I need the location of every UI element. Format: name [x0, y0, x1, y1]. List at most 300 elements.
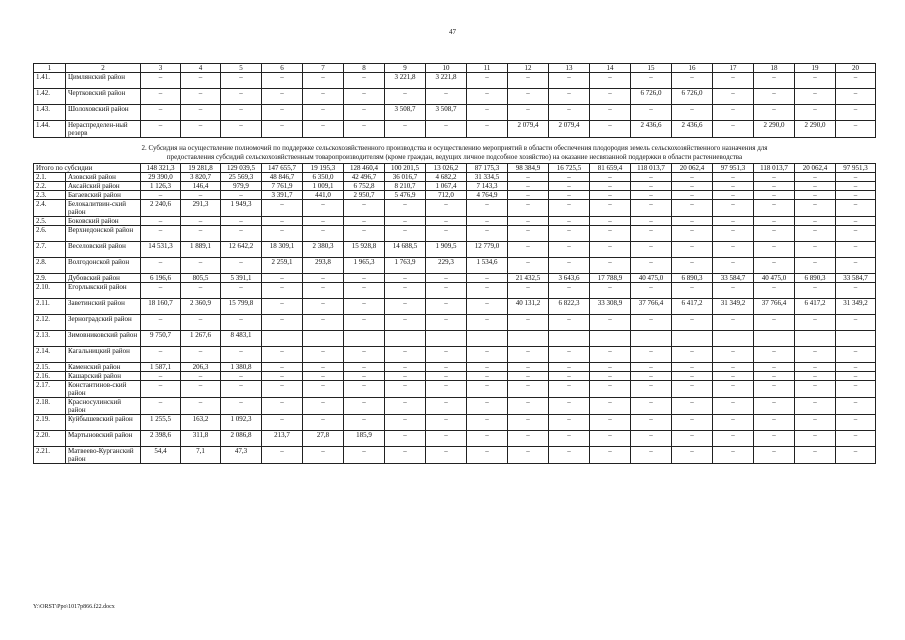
district-name: Белокалитвин-ский район — [66, 200, 141, 217]
value-cell: 6 890,3 — [672, 274, 713, 283]
value-cell: – — [754, 398, 795, 415]
value-cell: – — [672, 283, 713, 299]
value-cell: – — [713, 121, 754, 138]
row-number: 2.9. — [34, 274, 66, 283]
district-name: Аксайский район — [66, 182, 141, 191]
value-cell: 2 380,3 — [303, 242, 344, 258]
value-cell: – — [754, 217, 795, 226]
value-cell: – — [713, 200, 754, 217]
value-cell: – — [631, 191, 672, 200]
column-header: 7 — [303, 64, 344, 73]
value-cell: – — [631, 347, 672, 363]
value-cell — [836, 331, 876, 347]
value-cell: – — [549, 363, 590, 372]
district-name: Дубовский район — [66, 274, 141, 283]
value-cell: – — [385, 447, 426, 464]
value-cell: 213,7 — [262, 431, 303, 447]
value-cell: – — [467, 89, 508, 105]
value-cell: – — [672, 415, 713, 431]
table-row — [34, 173, 876, 182]
value-cell: – — [754, 431, 795, 447]
value-cell: – — [795, 89, 836, 105]
table-row — [34, 200, 876, 217]
value-cell: – — [713, 363, 754, 372]
value-cell: – — [385, 398, 426, 415]
value-cell: – — [754, 226, 795, 242]
value-cell: – — [141, 105, 181, 121]
value-cell: – — [631, 381, 672, 398]
value-cell: 1 380,8 — [221, 363, 262, 372]
district-name: Егорлыкский район — [66, 283, 141, 299]
value-cell: – — [221, 347, 262, 363]
value-cell: – — [262, 105, 303, 121]
table-row — [34, 381, 876, 398]
row-number: 2.11. — [34, 299, 66, 315]
row-number: 2.4. — [34, 200, 66, 217]
district-name: Матвеево-Курганский район — [66, 447, 141, 464]
value-cell: – — [754, 415, 795, 431]
value-cell: – — [713, 217, 754, 226]
value-cell: – — [344, 226, 385, 242]
value-cell: – — [549, 447, 590, 464]
table-row — [34, 315, 876, 331]
district-name: Волгодонской район — [66, 258, 141, 274]
value-cell: – — [713, 226, 754, 242]
value-cell: 21 432,5 — [508, 274, 549, 283]
value-cell: – — [426, 299, 467, 315]
value-cell: – — [303, 226, 344, 242]
total-value: 81 659,4 — [590, 164, 631, 173]
value-cell: – — [262, 363, 303, 372]
value-cell: – — [836, 173, 876, 182]
value-cell: 33 584,7 — [713, 274, 754, 283]
value-cell: – — [549, 182, 590, 191]
value-cell: – — [836, 200, 876, 217]
value-cell: – — [426, 381, 467, 398]
value-cell: – — [467, 415, 508, 431]
value-cell: – — [426, 283, 467, 299]
value-cell: – — [713, 242, 754, 258]
value-cell: – — [262, 73, 303, 89]
value-cell: – — [590, 105, 631, 121]
value-cell: – — [631, 283, 672, 299]
value-cell: – — [549, 242, 590, 258]
value-cell: – — [467, 347, 508, 363]
district-name: Кагальницкий район — [66, 347, 141, 363]
value-cell: – — [467, 226, 508, 242]
value-cell: 31 349,2 — [713, 299, 754, 315]
value-cell: 37 766,4 — [754, 299, 795, 315]
value-cell: – — [508, 381, 549, 398]
value-cell: – — [836, 381, 876, 398]
value-cell: – — [141, 191, 181, 200]
value-cell: – — [221, 217, 262, 226]
value-cell: – — [631, 226, 672, 242]
value-cell: – — [631, 105, 672, 121]
row-number: 2.19. — [34, 415, 66, 431]
value-cell: – — [549, 283, 590, 299]
total-value: 97 951,3 — [713, 164, 754, 173]
column-header: 18 — [754, 64, 795, 73]
value-cell: – — [508, 73, 549, 89]
total-value: 87 175,3 — [467, 164, 508, 173]
value-cell: – — [836, 89, 876, 105]
row-number: 2.15. — [34, 363, 66, 372]
value-cell: – — [672, 173, 713, 182]
value-cell: – — [549, 173, 590, 182]
value-cell: 441,0 — [303, 191, 344, 200]
value-cell: – — [836, 73, 876, 89]
value-cell: – — [467, 381, 508, 398]
value-cell: 48 846,7 — [262, 173, 303, 182]
total-value: 98 384,9 — [508, 164, 549, 173]
value-cell: – — [221, 89, 262, 105]
value-cell: – — [754, 258, 795, 274]
value-cell: – — [754, 105, 795, 121]
value-cell: – — [754, 191, 795, 200]
value-cell: 14 688,5 — [385, 242, 426, 258]
value-cell — [385, 331, 426, 347]
value-cell: – — [549, 200, 590, 217]
value-cell: – — [467, 372, 508, 381]
value-cell: – — [262, 274, 303, 283]
value-cell: – — [303, 398, 344, 415]
value-cell: – — [713, 415, 754, 431]
value-cell: – — [344, 415, 385, 431]
value-cell: – — [141, 89, 181, 105]
value-cell: – — [508, 258, 549, 274]
value-cell: – — [795, 226, 836, 242]
table-row — [34, 415, 876, 431]
row-number: 2.7. — [34, 242, 66, 258]
value-cell: 18 160,7 — [141, 299, 181, 315]
value-cell: – — [141, 73, 181, 89]
value-cell: – — [303, 200, 344, 217]
value-cell — [467, 331, 508, 347]
value-cell: – — [508, 315, 549, 331]
value-cell: – — [713, 173, 754, 182]
value-cell: – — [590, 315, 631, 331]
table-row — [34, 274, 876, 283]
value-cell: – — [713, 381, 754, 398]
column-header: 17 — [713, 64, 754, 73]
value-cell: – — [467, 274, 508, 283]
value-cell: – — [426, 89, 467, 105]
value-cell — [303, 331, 344, 347]
value-cell: 31 349,2 — [836, 299, 876, 315]
column-header: 20 — [836, 64, 876, 73]
value-cell: – — [590, 363, 631, 372]
value-cell: – — [181, 398, 221, 415]
value-cell: 146,4 — [181, 182, 221, 191]
value-cell — [713, 331, 754, 347]
value-cell: – — [590, 226, 631, 242]
value-cell: – — [795, 105, 836, 121]
value-cell: – — [141, 121, 181, 138]
value-cell: – — [754, 363, 795, 372]
value-cell: – — [795, 381, 836, 398]
value-cell: – — [344, 274, 385, 283]
value-cell: 12 642,2 — [221, 242, 262, 258]
value-cell: – — [221, 73, 262, 89]
value-cell: 979,9 — [221, 182, 262, 191]
value-cell: – — [631, 242, 672, 258]
table-row — [34, 363, 876, 372]
value-cell: – — [795, 200, 836, 217]
total-value: 13 026,2 — [426, 164, 467, 173]
value-cell: – — [508, 242, 549, 258]
table-row — [34, 182, 876, 191]
value-cell: – — [836, 105, 876, 121]
value-cell: – — [467, 105, 508, 121]
value-cell: 15 928,8 — [344, 242, 385, 258]
value-cell: – — [426, 415, 467, 431]
row-number: 2.5. — [34, 217, 66, 226]
value-cell: – — [181, 105, 221, 121]
total-value: 147 655,7 — [262, 164, 303, 173]
value-cell: – — [262, 121, 303, 138]
column-header: 2 — [66, 64, 141, 73]
row-number: 2.3. — [34, 191, 66, 200]
column-number-row — [34, 64, 876, 73]
table-row — [34, 431, 876, 447]
row-number: 1.44. — [34, 121, 66, 138]
value-cell: 3 221,8 — [385, 73, 426, 89]
value-cell: – — [754, 372, 795, 381]
value-cell: – — [713, 182, 754, 191]
value-cell: – — [303, 315, 344, 331]
value-cell: 42 496,7 — [344, 173, 385, 182]
value-cell: 2 436,6 — [631, 121, 672, 138]
value-cell: 3 508,7 — [385, 105, 426, 121]
value-cell: – — [672, 447, 713, 464]
value-cell: – — [836, 415, 876, 431]
value-cell: – — [795, 242, 836, 258]
value-cell: 37 766,4 — [631, 299, 672, 315]
value-cell: – — [713, 315, 754, 331]
value-cell: – — [590, 431, 631, 447]
value-cell: – — [221, 226, 262, 242]
value-cell: 291,3 — [181, 200, 221, 217]
value-cell: – — [672, 398, 713, 415]
district-name: Цимлянский район — [66, 73, 141, 89]
value-cell: – — [795, 173, 836, 182]
value-cell: – — [631, 217, 672, 226]
value-cell: 2 950,7 — [344, 191, 385, 200]
value-cell: – — [590, 242, 631, 258]
value-cell: – — [141, 258, 181, 274]
row-number: 2.10. — [34, 283, 66, 299]
value-cell: – — [344, 315, 385, 331]
value-cell: – — [631, 363, 672, 372]
value-cell: – — [836, 315, 876, 331]
total-value: 118 013,7 — [631, 164, 672, 173]
value-cell: – — [385, 431, 426, 447]
total-label: Итого по субсидии — [34, 164, 141, 173]
value-cell: – — [344, 89, 385, 105]
value-cell: – — [795, 182, 836, 191]
value-cell: – — [672, 105, 713, 121]
value-cell: – — [262, 347, 303, 363]
value-cell: 6 890,3 — [795, 274, 836, 283]
value-cell: – — [672, 381, 713, 398]
value-cell: – — [344, 381, 385, 398]
value-cell: – — [303, 274, 344, 283]
value-cell: 1 587,1 — [141, 363, 181, 372]
value-cell: – — [549, 398, 590, 415]
district-name: Багаевский район — [66, 191, 141, 200]
value-cell: – — [508, 200, 549, 217]
value-cell: 2 290,0 — [754, 121, 795, 138]
value-cell: – — [467, 73, 508, 89]
value-cell: – — [508, 182, 549, 191]
district-name: Боковский район — [66, 217, 141, 226]
value-cell: – — [795, 283, 836, 299]
value-cell: – — [590, 398, 631, 415]
value-cell: – — [754, 173, 795, 182]
value-cell: 6 822,3 — [549, 299, 590, 315]
value-cell: – — [385, 415, 426, 431]
total-value: 100 201,5 — [385, 164, 426, 173]
value-cell: – — [262, 447, 303, 464]
value-cell: – — [303, 121, 344, 138]
table-row — [34, 258, 876, 274]
value-cell: – — [754, 447, 795, 464]
value-cell: 1 067,4 — [426, 182, 467, 191]
value-cell: – — [795, 447, 836, 464]
value-cell: – — [795, 431, 836, 447]
value-cell: – — [836, 226, 876, 242]
district-name: Мартыновский район — [66, 431, 141, 447]
value-cell: 1 267,6 — [181, 331, 221, 347]
value-cell: – — [303, 217, 344, 226]
value-cell: – — [631, 200, 672, 217]
value-cell: – — [303, 415, 344, 431]
value-cell: – — [181, 191, 221, 200]
district-name: Кашарский район — [66, 372, 141, 381]
value-cell: – — [385, 363, 426, 372]
column-header: 12 — [508, 64, 549, 73]
value-cell: 33 584,7 — [836, 274, 876, 283]
value-cell: – — [590, 381, 631, 398]
value-cell: – — [508, 283, 549, 299]
value-cell: 1 126,3 — [141, 182, 181, 191]
total-value: 20 062,4 — [795, 164, 836, 173]
value-cell: 805,5 — [181, 274, 221, 283]
value-cell: – — [426, 372, 467, 381]
value-cell: – — [262, 381, 303, 398]
value-cell: – — [303, 283, 344, 299]
value-cell: 14 531,3 — [141, 242, 181, 258]
value-cell: 8 483,1 — [221, 331, 262, 347]
value-cell: – — [672, 315, 713, 331]
value-cell: 2 079,4 — [549, 121, 590, 138]
value-cell: – — [549, 217, 590, 226]
total-value: 19 281,8 — [181, 164, 221, 173]
column-header: 19 — [795, 64, 836, 73]
value-cell: – — [836, 447, 876, 464]
value-cell: – — [141, 372, 181, 381]
total-value: 97 951,3 — [836, 164, 876, 173]
value-cell: – — [262, 398, 303, 415]
value-cell: – — [590, 447, 631, 464]
value-cell: – — [385, 315, 426, 331]
value-cell: – — [467, 398, 508, 415]
value-cell: – — [385, 274, 426, 283]
column-header: 3 — [141, 64, 181, 73]
table-row — [34, 447, 876, 464]
value-cell: – — [221, 121, 262, 138]
column-header: 8 — [344, 64, 385, 73]
value-cell: – — [836, 347, 876, 363]
district-name: Шолоховский район — [66, 105, 141, 121]
value-cell: – — [344, 363, 385, 372]
value-cell: – — [795, 398, 836, 415]
value-cell: – — [467, 283, 508, 299]
value-cell: 3 643,6 — [549, 274, 590, 283]
total-value: 20 062,4 — [672, 164, 713, 173]
value-cell: – — [713, 258, 754, 274]
value-cell: 2 259,1 — [262, 258, 303, 274]
value-cell: – — [385, 381, 426, 398]
value-cell: 229,3 — [426, 258, 467, 274]
district-name: Заветинский район — [66, 299, 141, 315]
value-cell: 12 779,0 — [467, 242, 508, 258]
value-cell: – — [672, 363, 713, 372]
column-header: 4 — [181, 64, 221, 73]
value-cell: 311,8 — [181, 431, 221, 447]
value-cell — [508, 331, 549, 347]
value-cell: 1 092,3 — [221, 415, 262, 431]
table-row — [34, 331, 876, 347]
total-value: 16 725,5 — [549, 164, 590, 173]
value-cell: – — [795, 363, 836, 372]
value-cell: – — [795, 73, 836, 89]
section-title: 2. Субсидия на осуществление полномочий по поддержке сельскохозяйственного производства и осуществлению мероприятий в области обеспечения плодородия земель сельскохозяйственного назначения для предоставления субсидий сельскохозяйственным товаропроизводителям (кроме граждан, ведущих личное подсобное хозяйство) на оказание несвязанной поддержки в области растениеводства — [34, 138, 876, 164]
value-cell: – — [672, 217, 713, 226]
value-cell: – — [426, 398, 467, 415]
value-cell: – — [467, 431, 508, 447]
value-cell: – — [141, 315, 181, 331]
value-cell: 206,3 — [181, 363, 221, 372]
value-cell: – — [631, 258, 672, 274]
value-cell: – — [467, 299, 508, 315]
value-cell: – — [549, 105, 590, 121]
value-cell: – — [508, 447, 549, 464]
value-cell: – — [426, 217, 467, 226]
value-cell — [426, 331, 467, 347]
table-row — [34, 283, 876, 299]
value-cell: – — [836, 191, 876, 200]
value-cell: – — [467, 200, 508, 217]
value-cell: – — [181, 73, 221, 89]
value-cell: – — [141, 398, 181, 415]
value-cell: – — [344, 105, 385, 121]
district-name: Зерноградский район — [66, 315, 141, 331]
value-cell: – — [467, 217, 508, 226]
value-cell: – — [181, 283, 221, 299]
value-cell: – — [303, 73, 344, 89]
value-cell: 3 391,7 — [262, 191, 303, 200]
value-cell: – — [508, 89, 549, 105]
value-cell: – — [590, 372, 631, 381]
value-cell: 40 475,0 — [754, 274, 795, 283]
value-cell: 9 750,7 — [141, 331, 181, 347]
value-cell: – — [590, 217, 631, 226]
value-cell: 293,8 — [303, 258, 344, 274]
table-row — [34, 226, 876, 242]
value-cell: 25 569,3 — [221, 173, 262, 182]
